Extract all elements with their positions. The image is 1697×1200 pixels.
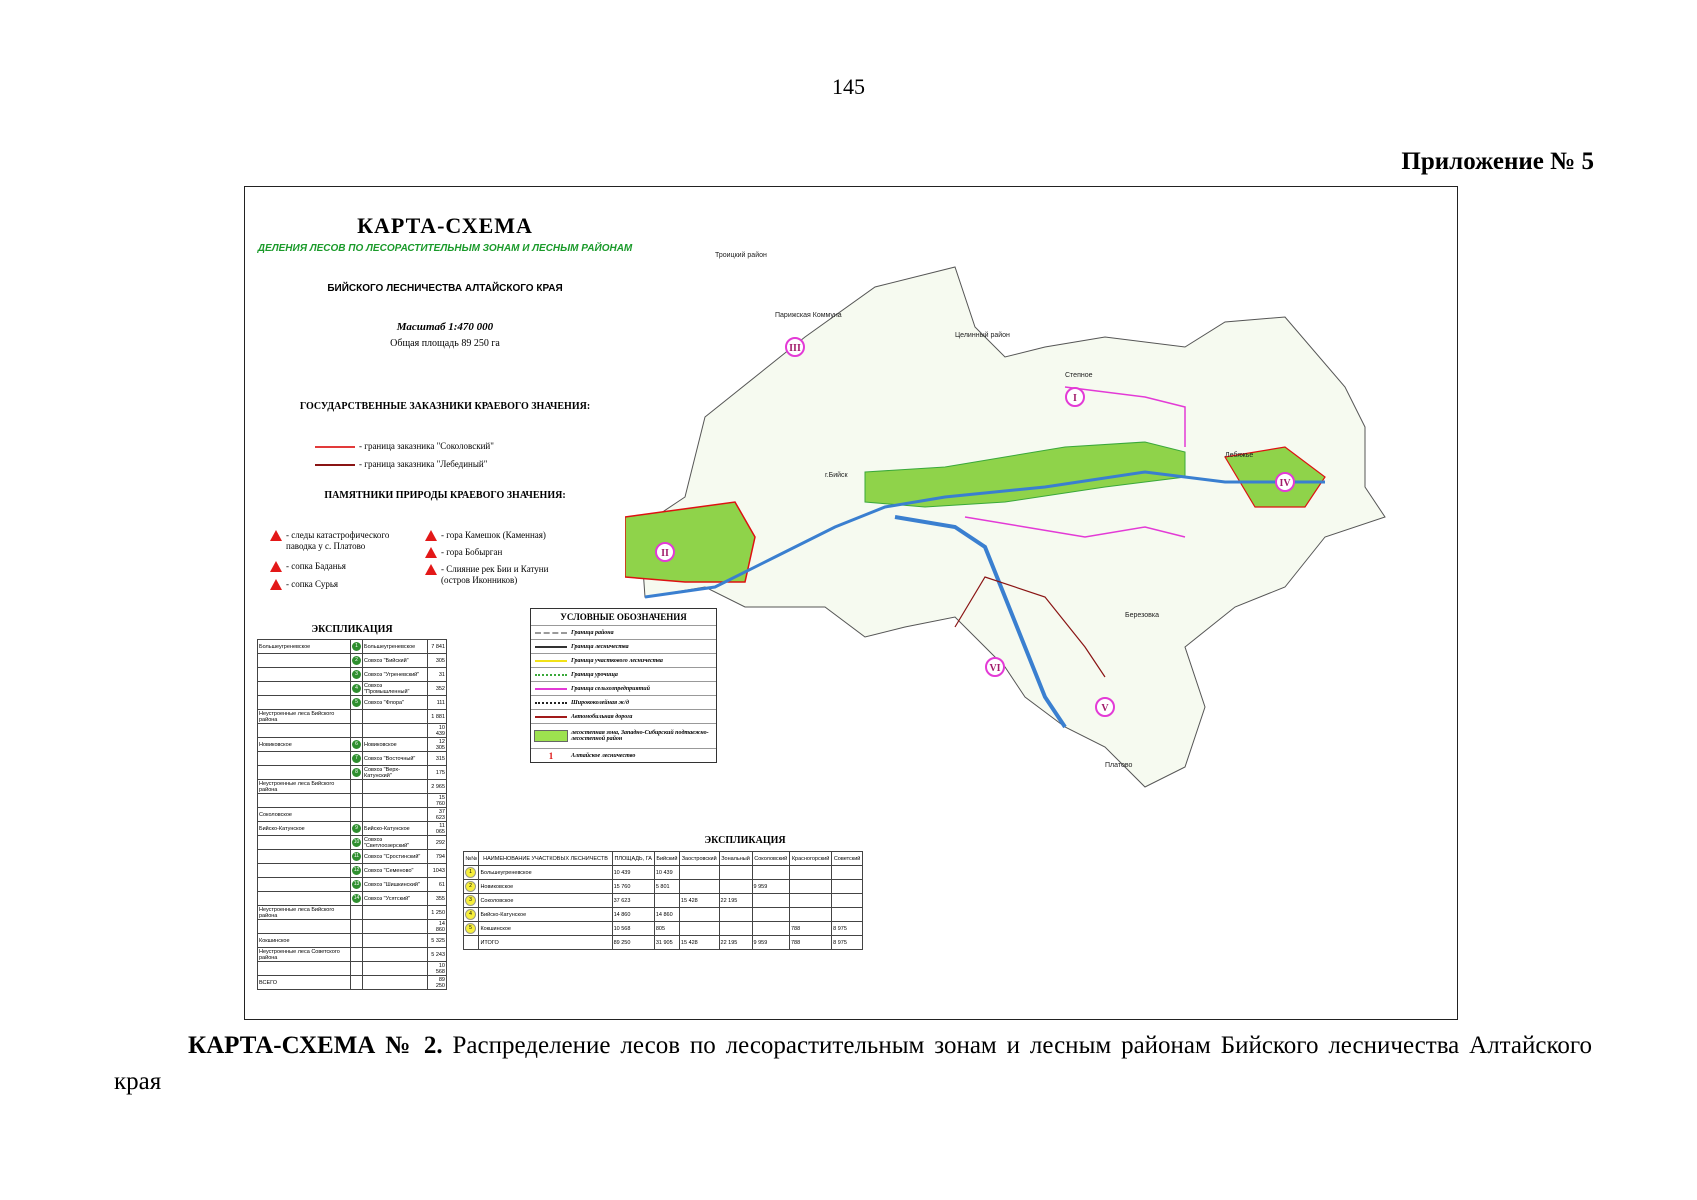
- table-row: [464, 894, 863, 908]
- map-title: КАРТА-СХЕМА: [357, 213, 533, 238]
- table-row: [258, 808, 447, 822]
- table-cell: Совхоз "Верх-Катунский": [362, 766, 427, 780]
- table-cell: [350, 794, 362, 808]
- table-cell: [679, 880, 719, 894]
- district-boundary: [640, 267, 1385, 787]
- table-header-cell: Советский: [832, 852, 863, 866]
- table-cell: 5 243: [428, 948, 447, 962]
- table-cell: ИТОГО: [479, 936, 612, 950]
- table-cell: [362, 962, 427, 976]
- table-cell: 5 801: [654, 880, 679, 894]
- table-header-cell: Зональный: [719, 852, 752, 866]
- table-cell: [258, 654, 351, 668]
- table-cell: [719, 908, 752, 922]
- table-cell: [789, 880, 831, 894]
- triangle-icon: [425, 564, 437, 575]
- table-cell: 13: [350, 878, 362, 892]
- table-row: [464, 936, 863, 950]
- place-label: Парижская Коммуна: [775, 312, 842, 319]
- triangle-icon: [270, 579, 282, 590]
- table-cell: 4: [464, 908, 479, 922]
- table-cell: 10 568: [612, 922, 654, 936]
- table-cell: [258, 752, 351, 766]
- legend-title: УСЛОВНЫЕ ОБОЗНАЧЕНИЯ: [560, 612, 687, 622]
- table-cell: 5: [464, 922, 479, 936]
- legend-label: лесостепная зона, Западно-Сибирский подтаежно-лесостепной район: [571, 730, 709, 742]
- table-cell: [679, 908, 719, 922]
- legend-label: Автомобильная дорога: [571, 713, 633, 720]
- table-cell: 788: [789, 922, 831, 936]
- table-cell: [832, 894, 863, 908]
- table-cell: [752, 866, 789, 880]
- table-row: [258, 724, 447, 738]
- map-org: БИЙСКОГО ЛЕСНИЧЕСТВА АЛТАЙСКОГО КРАЯ: [327, 283, 563, 294]
- table-cell: 11: [350, 850, 362, 864]
- table-cell: [789, 894, 831, 908]
- place-label: Лебяжье: [1225, 452, 1254, 459]
- table-cell: 8 975: [832, 922, 863, 936]
- table-cell: Неустроенные леса Советского района: [258, 948, 351, 962]
- table-row: [258, 920, 447, 934]
- monument-1: - следы катастрофического паводка у с. Платово: [270, 530, 410, 552]
- table-cell: 14 860: [428, 920, 447, 934]
- table-row: [258, 780, 447, 794]
- table-cell: [362, 780, 427, 794]
- place-label: Платово: [1105, 762, 1133, 769]
- reserves-title: ГОСУДАРСТВЕННЫЕ ЗАКАЗНИКИ КРАЕВОГО ЗНАЧЕНИЯ:: [299, 401, 591, 412]
- table-header-cell: Соколовский: [752, 852, 789, 866]
- table-cell: Соколовское: [479, 894, 612, 908]
- table-cell: 315: [428, 752, 447, 766]
- table-cell: [362, 808, 427, 822]
- table-cell: Бийско-Катунское: [479, 908, 612, 922]
- table-cell: 794: [428, 850, 447, 864]
- place-label: г.Бийск: [825, 472, 848, 479]
- table-cell: [350, 906, 362, 920]
- table-row: [258, 864, 447, 878]
- legend-symbol-icon: [531, 674, 571, 676]
- zone-label: II: [661, 548, 669, 559]
- sokolovsky-zone: [625, 502, 755, 582]
- table-cell: 15 428: [679, 936, 719, 950]
- table-cell: [719, 866, 752, 880]
- table-row: [258, 836, 447, 850]
- table-cell: 305: [428, 654, 447, 668]
- table-row: [258, 654, 447, 668]
- table-cell: Совхоз "Угреневский": [362, 668, 427, 682]
- table-cell: 14 860: [654, 908, 679, 922]
- table-header-cell: НАИМЕНОВАНИЕ УЧАСТКОВЫХ ЛЕСНИЧЕСТВ: [479, 852, 612, 866]
- triangle-icon: [270, 530, 282, 541]
- table-cell: 11 065: [428, 822, 447, 836]
- zone-label: V: [1101, 703, 1109, 714]
- table-row: [258, 766, 447, 780]
- table-cell: Кокшинское: [479, 922, 612, 936]
- table-cell: Совхоз "Усятский": [362, 892, 427, 906]
- zone-label: III: [789, 343, 801, 354]
- table-cell: 3: [464, 894, 479, 908]
- table-row: [258, 640, 447, 654]
- map-area: Общая площадь 89 250 га: [390, 338, 500, 349]
- table-cell: 5 325: [428, 934, 447, 948]
- table-cell: [679, 922, 719, 936]
- table-cell: 5: [350, 696, 362, 710]
- table-header-cell: №№: [464, 852, 479, 866]
- table-cell: [258, 864, 351, 878]
- table-cell: 61: [428, 878, 447, 892]
- triangle-icon: [425, 547, 437, 558]
- legend-label: Алтайское лесничество: [571, 752, 636, 759]
- table-cell: 788: [789, 936, 831, 950]
- map-subtitle: ДЕЛЕНИЯ ЛЕСОВ ПО ЛЕСОРАСТИТЕЛЬНЫМ ЗОНАМ И ЛЕСНЫМ РАЙОНАМ: [257, 243, 633, 254]
- table-cell: 14: [350, 892, 362, 906]
- triangle-icon: [270, 561, 282, 572]
- table-cell: [789, 866, 831, 880]
- triangle-icon: [425, 530, 437, 541]
- explication2-title: ЭКСПЛИКАЦИЯ: [704, 835, 786, 846]
- table-cell: [258, 724, 351, 738]
- table-cell: 1: [464, 866, 479, 880]
- monument-4: - гора Камешок (Каменная): [425, 530, 575, 541]
- place-label: Целинный район: [955, 332, 1010, 339]
- table-cell: 8 975: [832, 936, 863, 950]
- table-cell: Неустроенные леса Бийского района: [258, 710, 351, 724]
- table-cell: 8: [350, 766, 362, 780]
- table-row: [464, 866, 863, 880]
- table-row: [464, 908, 863, 922]
- table-cell: 175: [428, 766, 447, 780]
- table-cell: 9 959: [752, 880, 789, 894]
- table-cell: Новиковское: [258, 738, 351, 752]
- table-row: [258, 668, 447, 682]
- table-cell: [258, 836, 351, 850]
- table-row: [258, 892, 447, 906]
- table-cell: [350, 724, 362, 738]
- table-cell: 352: [428, 682, 447, 696]
- table-cell: 22 195: [719, 936, 752, 950]
- table-cell: 4: [350, 682, 362, 696]
- table-header-cell: Красногорский: [789, 852, 831, 866]
- table-cell: Совхоз "Сростинский": [362, 850, 427, 864]
- table-cell: 10 439: [612, 866, 654, 880]
- table-cell: [350, 934, 362, 948]
- table-cell: 22 195: [719, 894, 752, 908]
- table-cell: [752, 894, 789, 908]
- table-row: [464, 922, 863, 936]
- table-cell: [258, 766, 351, 780]
- table-cell: Совхоз "Шишкинский": [362, 878, 427, 892]
- legend-label: Граница участкового лесничества: [571, 657, 663, 664]
- legend-label: Граница урочища: [571, 671, 618, 678]
- table-cell: [719, 880, 752, 894]
- table-cell: [258, 668, 351, 682]
- table-cell: Большеугреневское: [479, 866, 612, 880]
- legend-symbol-icon: [531, 730, 571, 742]
- legend-symbol-icon: [531, 660, 571, 662]
- table-cell: Совхоз "Промышленный": [362, 682, 427, 696]
- table-cell: 2: [464, 880, 479, 894]
- table-row: [464, 880, 863, 894]
- table-cell: [832, 866, 863, 880]
- table-cell: [258, 878, 351, 892]
- table-cell: ВСЕГО: [258, 976, 351, 990]
- table-cell: Неустроенные леса Бийского района: [258, 906, 351, 920]
- table-cell: Неустроенные леса Бийского района: [258, 780, 351, 794]
- map-figure: [244, 186, 1458, 1020]
- caption-text: Распределение лесов по лесорастительным зонам и лесным районам Бийского лесничества Алтайского края: [114, 1032, 1592, 1095]
- table-cell: 805: [654, 922, 679, 936]
- table-header-cell: Заостровский: [679, 852, 719, 866]
- table-row: [258, 962, 447, 976]
- table-cell: 7 841: [428, 640, 447, 654]
- figure-caption: [114, 1028, 1592, 1100]
- place-label: Троицкий район: [715, 252, 767, 259]
- table-row: [258, 710, 447, 724]
- table-row: [258, 948, 447, 962]
- table-cell: [350, 780, 362, 794]
- monument-6: - Слияние рек Бии и Катуни (остров Иконников): [425, 564, 575, 586]
- table-cell: [362, 976, 427, 990]
- table-cell: [654, 894, 679, 908]
- table-cell: 37 623: [612, 894, 654, 908]
- table-cell: [832, 908, 863, 922]
- page-number: 145: [832, 74, 865, 99]
- appendix-label: Приложение № 5: [1401, 148, 1594, 175]
- table-cell: [362, 794, 427, 808]
- table-cell: [679, 866, 719, 880]
- table-cell: 10: [350, 836, 362, 850]
- table-header-cell: Бийский: [654, 852, 679, 866]
- table-cell: [362, 710, 427, 724]
- legend-symbol-icon: [531, 688, 571, 690]
- table-cell: [350, 920, 362, 934]
- table-cell: [719, 922, 752, 936]
- table-row: [258, 850, 447, 864]
- table-cell: [258, 962, 351, 976]
- table-cell: [258, 850, 351, 864]
- table-cell: Большеугреневское: [258, 640, 351, 654]
- table-cell: [789, 908, 831, 922]
- table-cell: [258, 892, 351, 906]
- table-cell: Соколовское: [258, 808, 351, 822]
- table-cell: 3: [350, 668, 362, 682]
- table-row: [258, 738, 447, 752]
- table-cell: 15 760: [612, 880, 654, 894]
- table-cell: [258, 696, 351, 710]
- table-cell: [258, 920, 351, 934]
- table-row: [258, 934, 447, 948]
- table-cell: [362, 920, 427, 934]
- place-label: Степное: [1065, 372, 1093, 379]
- monuments-title: ПАМЯТНИКИ ПРИРОДЫ КРАЕВОГО ЗНАЧЕНИЯ:: [324, 490, 566, 501]
- table-cell: 111: [428, 696, 447, 710]
- table-cell: 15 760: [428, 794, 447, 808]
- monument-2: - сопка Баданья: [270, 561, 410, 572]
- table-cell: 1: [350, 640, 362, 654]
- table-cell: [464, 936, 479, 950]
- table-cell: 6: [350, 738, 362, 752]
- table-cell: 10 439: [428, 724, 447, 738]
- table-row: [258, 822, 447, 836]
- zone-label: IV: [1279, 478, 1291, 489]
- legend-label: Граница лесничества: [571, 643, 629, 650]
- table-cell: 292: [428, 836, 447, 850]
- table-cell: Бийско-Катунское: [362, 822, 427, 836]
- table-cell: [350, 710, 362, 724]
- table-cell: 12: [350, 864, 362, 878]
- table-cell: 14 860: [612, 908, 654, 922]
- table-cell: 9: [350, 822, 362, 836]
- explication-title: ЭКСПЛИКАЦИЯ: [311, 624, 393, 635]
- table-cell: Кокшинское: [258, 934, 351, 948]
- table-cell: [350, 976, 362, 990]
- map-scale: Масштаб 1:470 000: [396, 321, 494, 333]
- place-label: Березовка: [1125, 612, 1159, 619]
- table-cell: 15 428: [679, 894, 719, 908]
- table-cell: 2 965: [428, 780, 447, 794]
- table-cell: 7: [350, 752, 362, 766]
- table-cell: [362, 934, 427, 948]
- table-cell: Бийско-Катунское: [258, 822, 351, 836]
- table-cell: [258, 682, 351, 696]
- table-cell: [832, 880, 863, 894]
- table-cell: 9 959: [752, 936, 789, 950]
- table-cell: Совхоз "Флора": [362, 696, 427, 710]
- table-cell: 1043: [428, 864, 447, 878]
- map-drawing: [625, 227, 1455, 867]
- table-cell: 12 305: [428, 738, 447, 752]
- table-row: [258, 794, 447, 808]
- table-row: [258, 906, 447, 920]
- table-header-cell: ПЛОЩАДЬ, ГА: [612, 852, 654, 866]
- table-row: [258, 976, 447, 990]
- legend-symbol-icon: [531, 632, 571, 634]
- zone-label: I: [1073, 393, 1077, 404]
- table-row: [258, 682, 447, 696]
- table-cell: 2: [350, 654, 362, 668]
- table-cell: Большеугреневское: [362, 640, 427, 654]
- table-cell: 1 250: [428, 906, 447, 920]
- reserve-line-icon: [315, 464, 355, 466]
- explication-table: [257, 639, 447, 990]
- table-cell: Новиковское: [479, 880, 612, 894]
- table-row: [258, 696, 447, 710]
- table-cell: [362, 724, 427, 738]
- table-cell: [350, 808, 362, 822]
- table-cell: 10 439: [654, 866, 679, 880]
- legend-symbol-icon: [531, 702, 571, 704]
- monument-3: - сопка Сурья: [270, 579, 410, 590]
- caption-number: КАРТА-СХЕМА № 2.: [188, 1032, 443, 1059]
- table-cell: [752, 908, 789, 922]
- reserve-legend-1: - граница заказника "Соколовский": [315, 441, 494, 452]
- table-cell: 355: [428, 892, 447, 906]
- table-cell: 89 250: [612, 936, 654, 950]
- monument-5: - гора Бобырган: [425, 547, 575, 558]
- table-row: [258, 878, 447, 892]
- table-cell: 1 881: [428, 710, 447, 724]
- legend-symbol-icon: [531, 716, 571, 718]
- zone-label: VI: [989, 663, 1001, 674]
- table-cell: 31 905: [654, 936, 679, 950]
- table-cell: Совхоз "Светлоозерский": [362, 836, 427, 850]
- table-cell: 37 623: [428, 808, 447, 822]
- table-cell: [362, 948, 427, 962]
- table-cell: [258, 794, 351, 808]
- table-cell: 31: [428, 668, 447, 682]
- legend-symbol-icon: 1: [548, 750, 554, 761]
- table-cell: 89 250: [428, 976, 447, 990]
- table-cell: Совхоз "Семеново": [362, 864, 427, 878]
- table-cell: [752, 922, 789, 936]
- table-cell: Совхоз "Восточный": [362, 752, 427, 766]
- table-cell: Совхоз "Бийский": [362, 654, 427, 668]
- reserve-legend-2: - граница заказника "Лебединый": [315, 459, 487, 470]
- legend-label: Ширококолейная ж/д: [571, 699, 629, 706]
- table-cell: [362, 906, 427, 920]
- table-cell: [350, 948, 362, 962]
- table-cell: 10 568: [428, 962, 447, 976]
- table-row: [258, 752, 447, 766]
- legend-label: Граница сельхозпредприятий: [571, 685, 650, 692]
- legend-symbol-icon: [531, 646, 571, 648]
- reserve-line-icon: [315, 446, 355, 448]
- table-cell: [350, 962, 362, 976]
- table-cell: Новиковское: [362, 738, 427, 752]
- legend-label: Граница района: [571, 629, 614, 636]
